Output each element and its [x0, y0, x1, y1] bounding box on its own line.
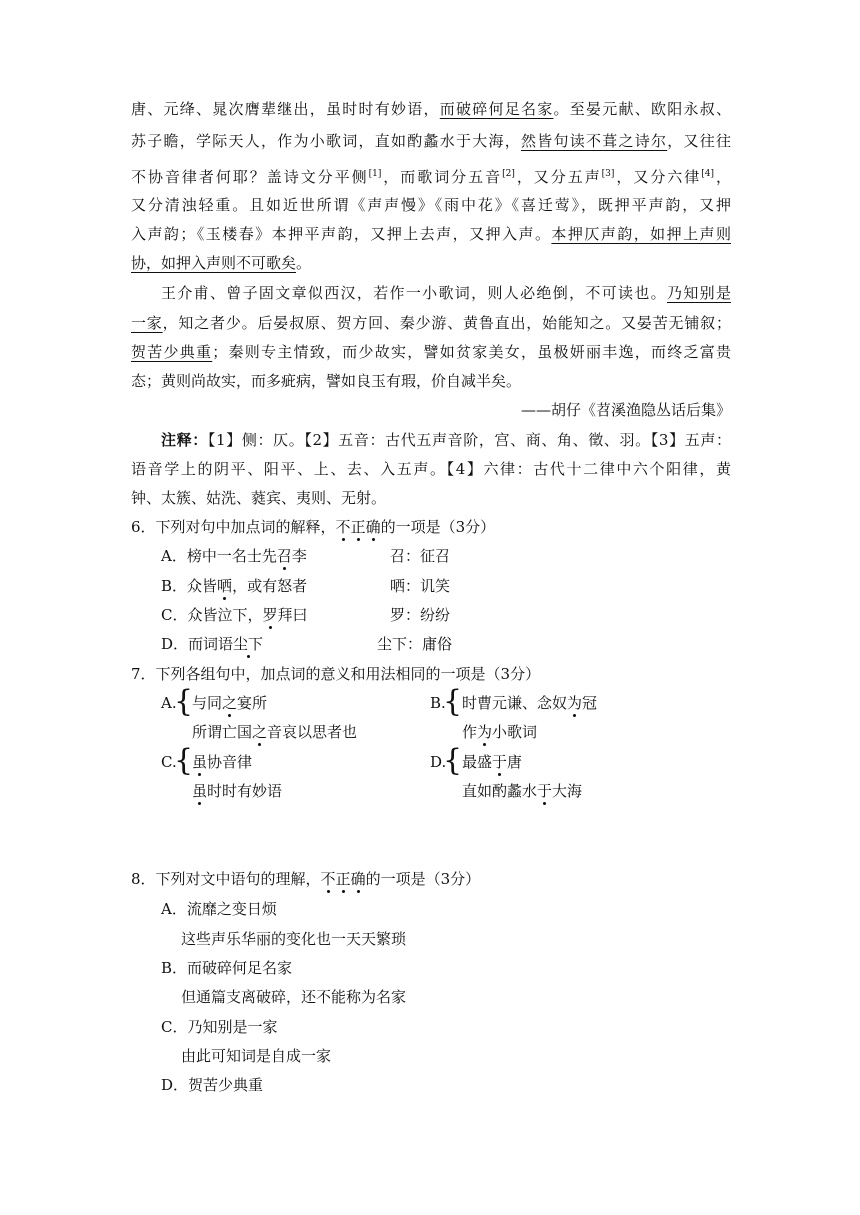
text-run: 小歌词	[492, 723, 538, 741]
q6-option-d-gloss: 尘下：庸俗	[377, 635, 453, 653]
q6-option-b[interactable]	[161, 576, 307, 596]
underlined-phrase: 而破碎何足名家	[439, 100, 554, 118]
q7-option-c-letter[interactable]: C.	[161, 753, 177, 771]
q7-option-a-line1	[192, 693, 267, 713]
text-run: 入声韵；《玉楼春》本押平声韵，又押上去声，又押入声。	[131, 225, 552, 243]
notes-line: 语音学上的阴平、阳平、上、去、入五声。【4】六律：古代十二律中六个阳律，黄	[131, 460, 731, 478]
text-run: ；秦则专主情致，而少故实，譬如贫家美女，虽极妍丽丰逸，而终乏富贵	[212, 343, 731, 361]
q8-option-b-explain: 但通篇支离破碎，还不能称为名家	[181, 988, 407, 1006]
q7-option-b-line1	[462, 693, 597, 713]
underlined-phrase: 协，如押入声则不可歌矣	[131, 254, 297, 272]
passage-line	[161, 283, 731, 303]
dotted-word: 为	[477, 723, 493, 741]
text-run: ，或有怒者	[232, 577, 308, 595]
option-letter: A．	[161, 547, 187, 565]
option-letter: D．	[161, 635, 189, 653]
text-run: 作	[462, 723, 478, 741]
q6-option-a-gloss: 召：征召	[390, 547, 451, 565]
option-letter: B．	[161, 577, 188, 595]
text-run: 冠	[582, 694, 598, 712]
q6-option-a[interactable]	[161, 546, 307, 566]
text-run: 唐	[507, 753, 523, 771]
question-6-stem	[131, 517, 731, 537]
q6-option-d[interactable]	[161, 634, 263, 654]
text-run: 不协音律者何耶？盖诗文分平侧	[131, 168, 369, 186]
dotted-char: 正	[335, 870, 351, 888]
dotted-char: 不	[320, 870, 336, 888]
dotted-char: 不	[335, 518, 351, 536]
text-run: ，又分六律	[614, 168, 702, 186]
dotted-word: 之	[222, 694, 238, 712]
passage-line	[131, 253, 731, 273]
dotted-word: 于	[537, 782, 553, 800]
text-run: 。	[296, 254, 312, 272]
text-run: 所谓亡国	[192, 723, 253, 741]
text-run: 众皆泣下，	[187, 606, 263, 624]
q6-option-c[interactable]	[161, 605, 308, 625]
dotted-word: 哂	[217, 577, 233, 595]
dotted-char: 确	[350, 870, 366, 888]
q8-option-a-explain: 这些声乐华丽的变化也一天天繁琐	[181, 930, 407, 948]
q7-option-d-letter[interactable]: D.	[430, 753, 447, 771]
text-run: 直如酌蠡水	[462, 782, 538, 800]
dotted-word: 之	[252, 723, 268, 741]
option-quote: 而破碎何足名家	[187, 959, 293, 977]
q7-option-c-line2	[192, 781, 282, 801]
notes-line	[161, 430, 731, 450]
dotted-char: 正	[350, 518, 366, 536]
q7-option-d-line1	[462, 752, 522, 772]
underlined-phrase: 贺苦少典重	[131, 343, 213, 361]
text-run: ，	[714, 168, 731, 186]
option-quote: 乃知别是一家	[187, 1018, 278, 1036]
option-letter: C．	[161, 1018, 188, 1036]
q8-option-c[interactable]	[161, 1017, 278, 1037]
passage-line	[131, 164, 731, 187]
passage-line	[131, 99, 731, 119]
option-quote: 贺苦少典重	[188, 1076, 264, 1094]
footnote-marker: [4]	[701, 169, 714, 179]
text-run: ，知之者少。后晏叔原、贺方回、秦少游、黄鲁直出，始能知之。又晏苦无铺叙；	[162, 314, 731, 332]
underlined-phrase: 一家	[131, 314, 163, 332]
passage-line	[131, 342, 731, 362]
q7-option-d-line2	[462, 781, 582, 801]
passage-line	[131, 313, 731, 333]
dotted-char: 确	[365, 518, 381, 536]
q6-option-c-gloss: 罗：纷纷	[390, 606, 451, 624]
dotted-word: 虽	[192, 782, 208, 800]
text-run: 6．下列对句中加点词的解释，	[131, 518, 336, 536]
option-letter: B．	[161, 959, 188, 977]
footnote-marker: [2]	[502, 169, 515, 179]
option-quote: 流靡之变日烦	[186, 900, 277, 918]
option-letter: A．	[161, 900, 187, 918]
text-run: 宴所	[237, 694, 268, 712]
text-run: 的一项是（3分）	[380, 518, 496, 536]
source-citation: ——胡仔《苕溪渔隐丛话后集》	[520, 401, 731, 419]
q7-option-c-line1	[192, 752, 252, 772]
text-run: 【1】侧：仄。【2】五音：古代五声音阶，宫、商、角、徵、羽。【3】五声：	[207, 431, 731, 449]
text-run: 唐、元绛、晁次膺辈继出，虽时时有妙语，	[131, 100, 440, 118]
notes-line: 钟、太簇、姑洗、蕤宾、夷则、无射。	[131, 489, 387, 507]
text-run: 8．下列对文中语句的理解，	[131, 870, 321, 888]
brace-icon: {	[174, 684, 194, 719]
footnote-marker: [3]	[601, 169, 615, 179]
text-run: 音哀以思者也	[267, 723, 358, 741]
underlined-phrase: 本押仄声韵，如押上声则	[551, 225, 731, 243]
passage-line: 态；黄则尚故实，而多疵病，譬如良玉有瑕，价自减半矣。	[131, 372, 522, 390]
q7-option-a-line2	[192, 722, 357, 742]
question-8-stem	[131, 869, 731, 889]
text-run: 与同	[192, 694, 223, 712]
underlined-phrase: 然皆句读不葺之诗尔	[520, 132, 668, 150]
text-run: 苏子瞻，学际天人，作为小歌词，直如酌蠡水于大海，	[131, 132, 521, 150]
brace-icon: {	[174, 743, 194, 778]
dotted-word: 于	[492, 753, 508, 771]
text-run: 协音律	[207, 753, 253, 771]
q7-option-a-letter[interactable]: A.	[161, 694, 177, 712]
emphasized-word	[321, 870, 366, 888]
q7-option-b-line2	[462, 722, 537, 742]
dotted-word: 为	[567, 694, 583, 712]
q7-option-b-letter[interactable]: B.	[430, 694, 446, 712]
q6-option-b-gloss: 哂：讥笑	[390, 577, 451, 595]
option-letter: D．	[161, 1076, 189, 1094]
emphasized-word	[336, 518, 381, 536]
dotted-word: 罗	[262, 606, 278, 624]
text-run: ，又往往	[667, 132, 731, 150]
question-7-stem: 7．下列各组句中，加点词的意义和用法相同的一项是（3分）	[131, 665, 541, 683]
option-letter: C．	[161, 606, 188, 624]
text-run: 最盛	[462, 753, 493, 771]
text-run: 的一项是（3分）	[365, 870, 481, 888]
text-run: 李	[291, 547, 307, 565]
text-run: 时曹元谦、念奴	[462, 694, 568, 712]
text-run: 而词语	[188, 635, 234, 653]
text-run: ，又分五声	[514, 168, 602, 186]
q8-option-b[interactable]	[161, 958, 292, 978]
text-run: 时时有妙语	[207, 782, 283, 800]
text-run: 拜曰	[277, 606, 308, 624]
text-run: 。至晏元献、欧阳永叔、	[553, 100, 731, 118]
q8-option-d[interactable]	[161, 1075, 263, 1095]
text-run: ，而歌词分五音	[381, 168, 503, 186]
dotted-word: 尘下	[233, 635, 264, 653]
notes-label: 注释：	[161, 431, 208, 449]
brace-icon: {	[443, 743, 463, 778]
underlined-phrase: 乃知别是	[667, 284, 731, 302]
text-run: 大海	[552, 782, 583, 800]
text-run: 榜中一名士先	[186, 547, 277, 565]
dotted-word: 召	[276, 547, 292, 565]
text-run: 众皆	[187, 577, 218, 595]
text-run: 王介甫、曾子固文章似西汉，若作一小歌词，则人必绝倒，不可读也。	[161, 284, 668, 302]
passage-line	[131, 224, 731, 244]
q8-option-c-explain: 由此可知词是自成一家	[181, 1047, 332, 1065]
brace-icon: {	[443, 684, 463, 719]
passage-line	[131, 131, 731, 151]
dotted-word: 虽	[192, 753, 208, 771]
q8-option-a[interactable]	[161, 899, 277, 919]
passage-line: 又分清浊轻重。且如近世所谓《声声慢》《雨中花》《喜迁莺》，既押平声韵，又押	[131, 196, 731, 214]
footnote-marker: [1]	[368, 169, 382, 179]
